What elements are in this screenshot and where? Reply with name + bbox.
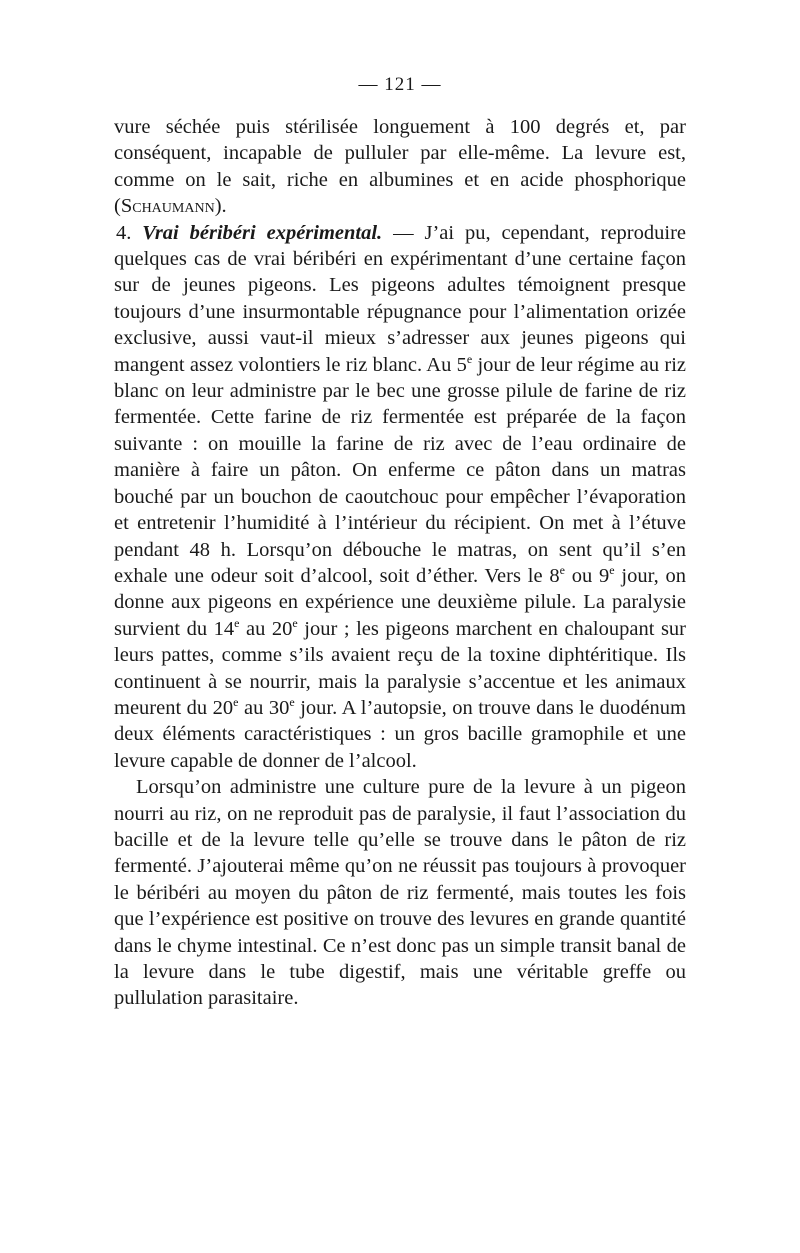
paragraph-2-text-f: jour ; les pigeons marchent en chaloupant sur leurs pattes, comme s’ils avaient reçu de la toxine diphtéritique. Ils continuent à se nourrir, mais la paralysie s’accentue et les animaux meurent du 20 xyxy=(114,617,686,719)
ordinal-sup: e xyxy=(292,615,298,630)
author-reference: Schaumann xyxy=(120,195,215,218)
page-number: — 121 — xyxy=(358,74,442,95)
paragraph-2-text-c: ou 9 xyxy=(564,564,610,587)
paragraph-2-text-b: jour de leur régime au riz blanc on leur administre par le bec une grosse pilule de farine de riz fermentée. Cette farine de riz fermentée est préparée de la façon suivante : on mouille la farine de riz avec de l’eau ordinaire de manière à faire un pâton. On enferme ce pâton dans un matras bouché par un bouchon de caoutchouc pour empêcher l’évaporation et entretenir l’humidité à l’intérieur du récipient. On met à l’étuve pendant 48 h. Lorsqu’on débouche le matras, on sent qu’il s’en exhale une odeur soit d’alcool, soit d’éther. Vers le 8 xyxy=(114,353,686,587)
section-number: 4. xyxy=(116,221,132,244)
paragraph-2-text-g: au 30 xyxy=(238,696,290,719)
ordinal-sup: e xyxy=(559,563,565,578)
paragraph-3-text: Lorsqu’on administre une culture pure de la levure à un pigeon nourri au riz, on ne reproduit pas de paralysie, il faut l’association du bacille et de la levure telle qu’elle se trouve dans le pâton de riz fermenté. J’ajouterai même qu’on ne réussit pas toujours à provoquer le béribéri au moyen du pâton de riz fermenté, mais toutes les fois que l’expérience est positive on trouve des levures en grande quantité dans le chyme intestinal. Ce n’est donc pas un simple transit banal de la levure dans le tube digestif, mais une véritable greffe ou pullulation parasitaire. xyxy=(114,776,686,1010)
paragraph-2-text-a: — J’ai pu, cependant, reproduire quelques cas de vrai béribéri en expérimentant d’une certaine façon sur de jeunes pigeons. Les pigeons adultes témoignent presque toujours d’une insurmontable répugnance pour l’alimentation orizée exclusive, aussi vaut-il mieux s’adresser aux jeunes pigeons qui mangent assez volontiers le riz blanc. Au 5 xyxy=(114,221,687,376)
paragraph-3 xyxy=(114,774,686,1012)
paragraph-1 xyxy=(114,114,686,220)
section-title: Vrai béribéri expérimental. xyxy=(142,221,383,244)
ordinal-sup: e xyxy=(466,351,473,366)
paragraph-2-text-d: jour, on donne aux pigeons en expérience une deuxième pilule. La paralysie survient du 14 xyxy=(114,564,687,640)
ordinal-sup: e xyxy=(609,563,615,578)
paragraph-2-text-e: au 20 xyxy=(239,617,293,640)
paragraph-1-text: vure séchée puis stérilisée longuement à 100 degrés et, par conséquent, incapable de pulluler par elle-même. La levure est, comme on le sait, riche en albumines et en acide phosphorique ( xyxy=(114,116,686,218)
ordinal-sup: e xyxy=(233,695,239,710)
paragraph-2 xyxy=(114,220,686,775)
ordinal-sup: e xyxy=(234,615,240,630)
paragraph-1-end: ). xyxy=(214,195,227,218)
book-page xyxy=(114,72,686,1012)
paragraph-2-text-h: jour. A l’autopsie, on trouve dans le duodénum deux éléments caractéristiques : un gros bacille gramophile et une levure capable de donner de l’alcool. xyxy=(114,696,686,772)
ordinal-sup: e xyxy=(289,695,295,710)
